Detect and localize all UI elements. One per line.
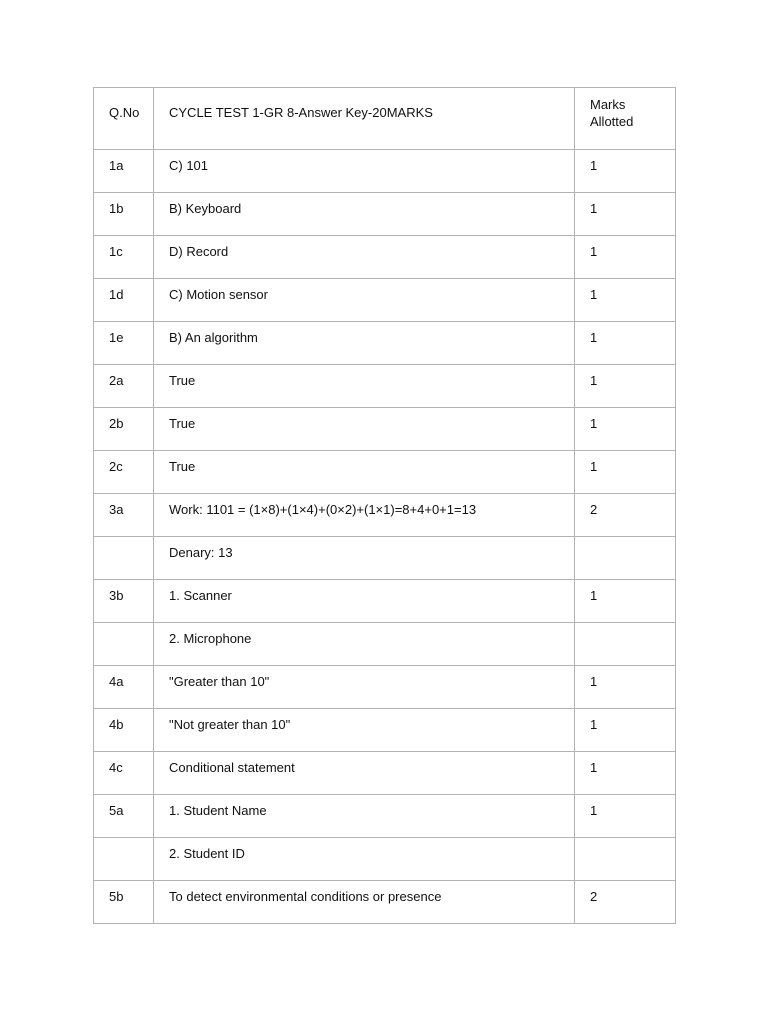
table-row	[94, 236, 676, 279]
qno-cell: 1e	[94, 322, 154, 365]
table-row	[94, 279, 676, 322]
table-row	[94, 881, 676, 924]
table-row	[94, 451, 676, 494]
table-row	[94, 408, 676, 451]
marks-cell: 1	[575, 451, 676, 494]
qno-cell: 4b	[94, 709, 154, 752]
marks-cell	[575, 623, 676, 666]
marks-cell: 1	[575, 279, 676, 322]
qno-cell: 3a	[94, 494, 154, 537]
marks-cell: 1	[575, 709, 676, 752]
answer-cell: 2. Student ID	[154, 838, 575, 881]
qno-cell: 5b	[94, 881, 154, 924]
table-row	[94, 795, 676, 838]
answer-cell: D) Record	[154, 236, 575, 279]
qno-cell: 3b	[94, 580, 154, 623]
answer-cell: B) An algorithm	[154, 322, 575, 365]
qno-cell: 2a	[94, 365, 154, 408]
marks-cell: 1	[575, 408, 676, 451]
answer-cell: C) 101	[154, 150, 575, 193]
table-row	[94, 150, 676, 193]
table-row	[94, 623, 676, 666]
qno-column-header: Q.No	[94, 88, 154, 150]
answer-cell: True	[154, 365, 575, 408]
qno-cell: 1d	[94, 279, 154, 322]
table-header-row	[94, 88, 676, 150]
table-row	[94, 580, 676, 623]
qno-cell: 2b	[94, 408, 154, 451]
table-row	[94, 193, 676, 236]
marks-cell: 1	[575, 752, 676, 795]
table-row	[94, 494, 676, 537]
answer-cell: "Greater than 10"	[154, 666, 575, 709]
answer-cell: "Not greater than 10"	[154, 709, 575, 752]
marks-cell: 1	[575, 150, 676, 193]
marks-cell: 2	[575, 494, 676, 537]
marks-header-line1: Marks	[590, 97, 626, 112]
answer-cell: Work: 1101 = (1×8)+(1×4)+(0×2)+(1×1)=8+4+0+1=13	[154, 494, 575, 537]
answer-key-title: CYCLE TEST 1-GR 8-Answer Key-20MARKS	[154, 88, 575, 150]
marks-cell: 1	[575, 236, 676, 279]
marks-cell: 1	[575, 322, 676, 365]
marks-cell: 1	[575, 795, 676, 838]
table-row	[94, 365, 676, 408]
marks-header-line2: Allotted	[590, 114, 634, 129]
qno-cell	[94, 838, 154, 881]
marks-cell: 1	[575, 580, 676, 623]
qno-cell	[94, 623, 154, 666]
answer-cell: 1. Student Name	[154, 795, 575, 838]
qno-cell	[94, 537, 154, 580]
answer-cell: 2. Microphone	[154, 623, 575, 666]
answer-cell: C) Motion sensor	[154, 279, 575, 322]
marks-cell: 1	[575, 666, 676, 709]
table-row	[94, 709, 676, 752]
answer-cell: True	[154, 408, 575, 451]
qno-cell: 1b	[94, 193, 154, 236]
marks-cell: 2	[575, 881, 676, 924]
marks-column-header	[575, 88, 676, 150]
answer-key-table	[93, 87, 676, 924]
answer-cell: True	[154, 451, 575, 494]
qno-cell: 5a	[94, 795, 154, 838]
answer-cell: 1. Scanner	[154, 580, 575, 623]
qno-cell: 4c	[94, 752, 154, 795]
qno-cell: 2c	[94, 451, 154, 494]
table-row	[94, 537, 676, 580]
marks-cell	[575, 838, 676, 881]
qno-cell: 1c	[94, 236, 154, 279]
answer-cell: To detect environmental conditions or presence	[154, 881, 575, 924]
answer-cell: Denary: 13	[154, 537, 575, 580]
table-row	[94, 838, 676, 881]
marks-cell: 1	[575, 365, 676, 408]
table-row	[94, 322, 676, 365]
qno-cell: 4a	[94, 666, 154, 709]
table-row	[94, 752, 676, 795]
qno-cell: 1a	[94, 150, 154, 193]
table-row	[94, 666, 676, 709]
answer-cell: Conditional statement	[154, 752, 575, 795]
marks-cell: 1	[575, 193, 676, 236]
marks-cell	[575, 537, 676, 580]
answer-cell: B) Keyboard	[154, 193, 575, 236]
